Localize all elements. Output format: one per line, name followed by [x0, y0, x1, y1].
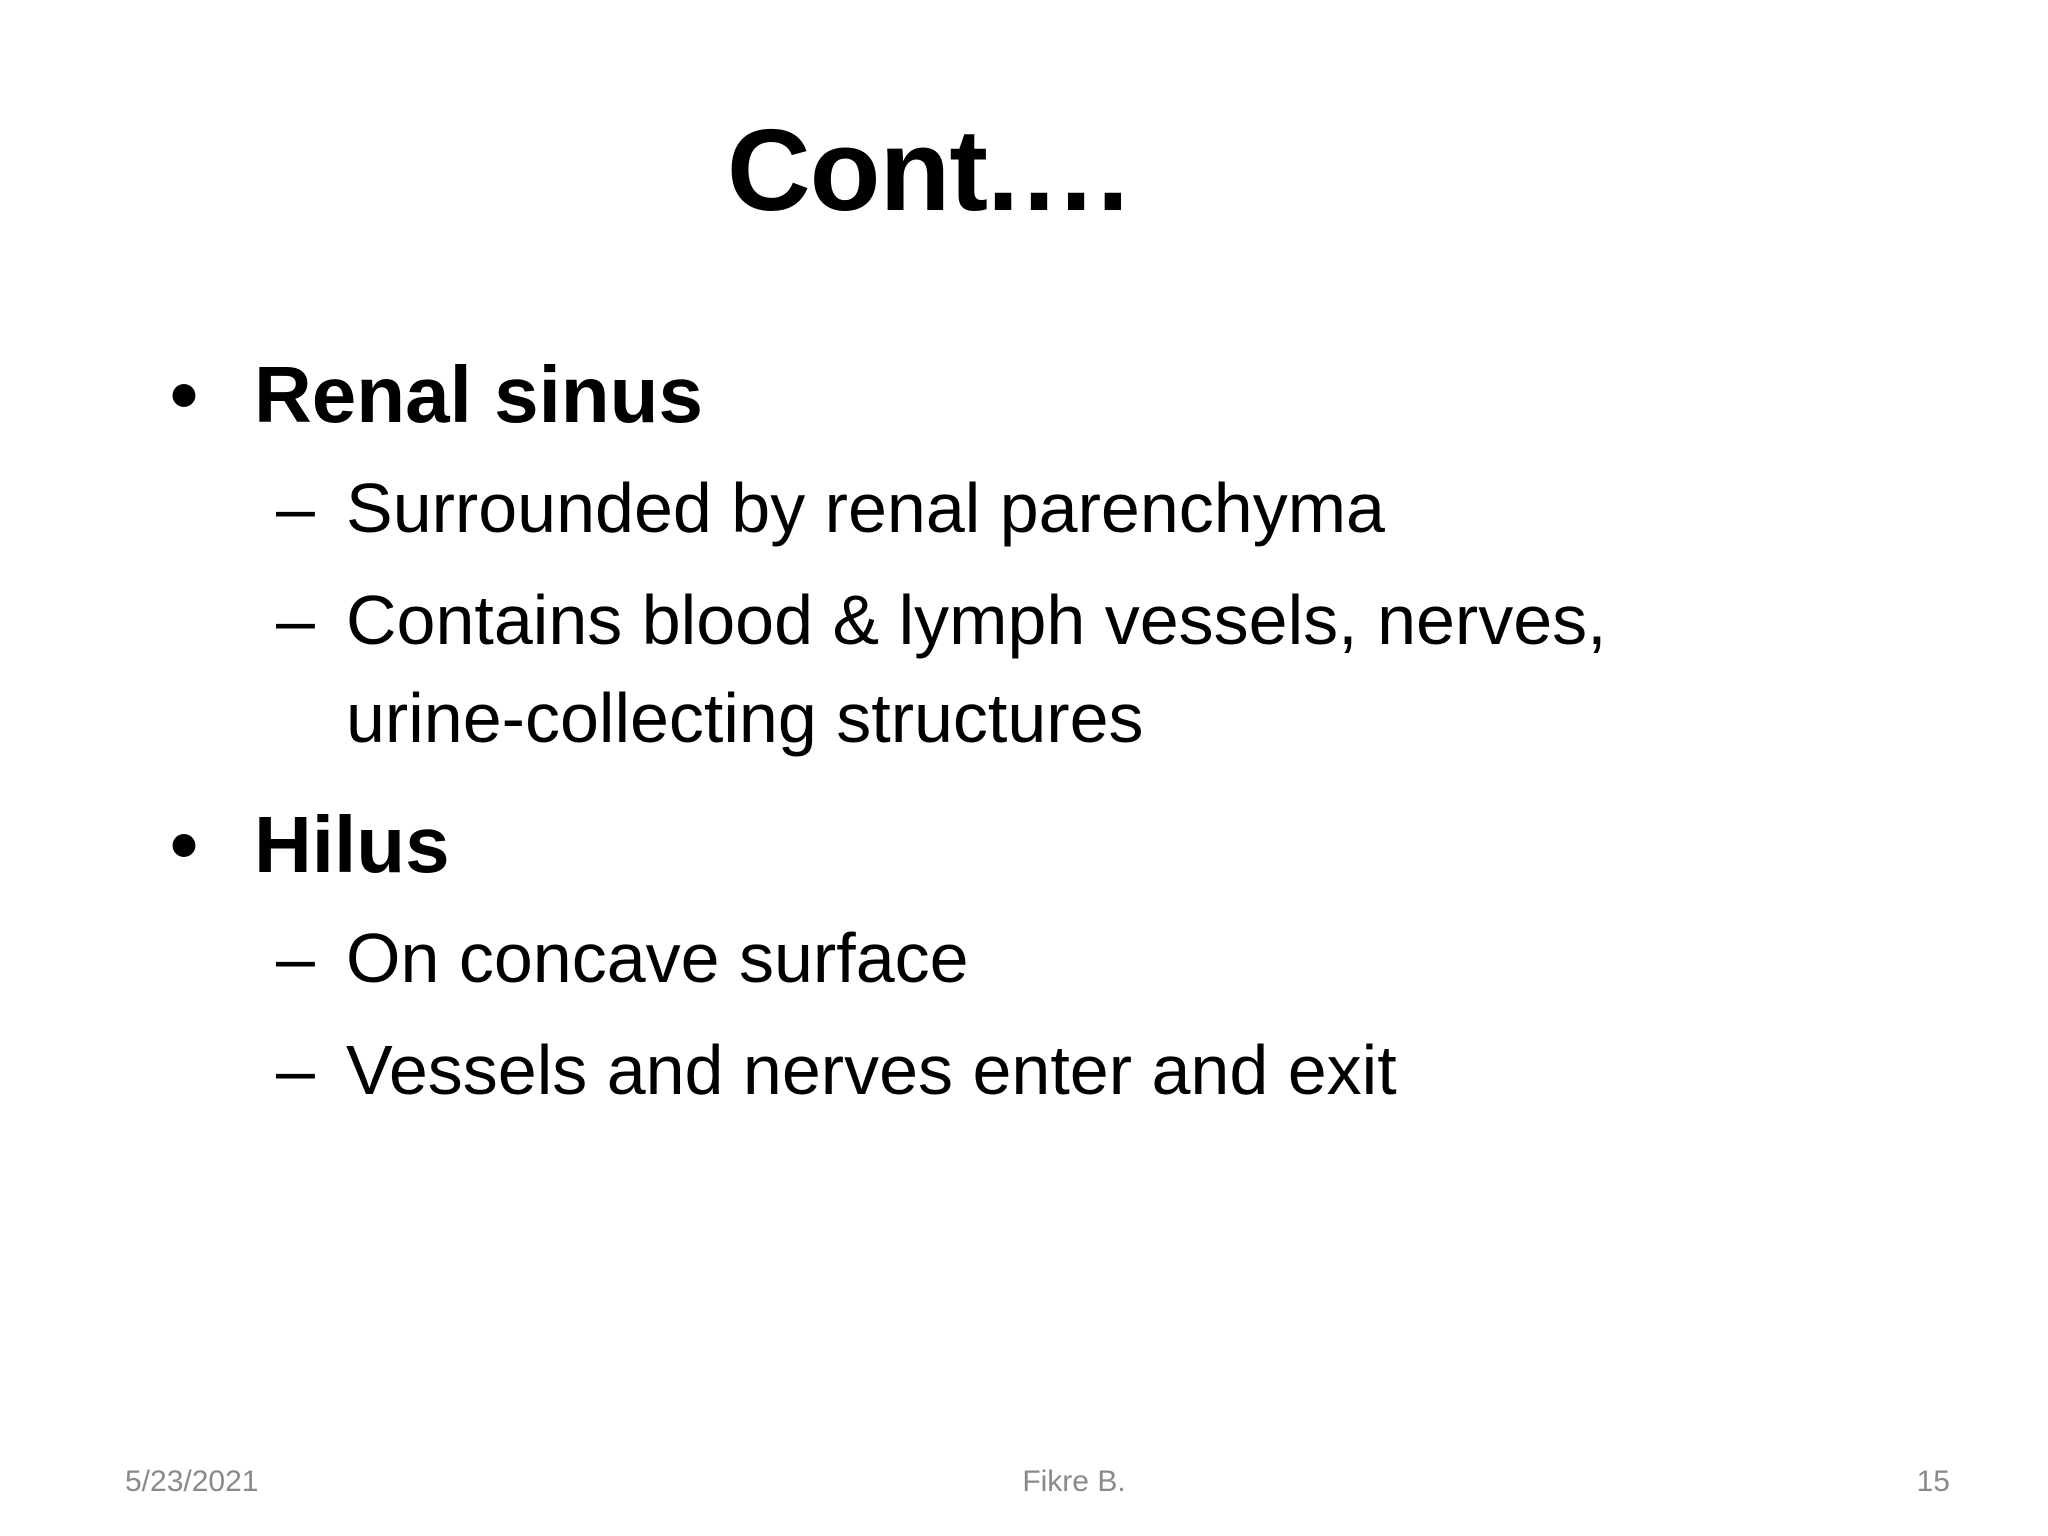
bullet-dot-icon: • — [170, 350, 199, 439]
footer-page-number: 15 — [1916, 1465, 1950, 1498]
subpoint-contains — [170, 571, 1870, 767]
footer-date: 5/23/2021 — [125, 1465, 259, 1498]
slide-content — [170, 345, 1870, 1147]
bullet-label: Hilus — [254, 800, 450, 889]
dash-icon: – — [276, 919, 315, 997]
subpoint-text: Contains blood & lymph vessels, nerves, — [346, 581, 1607, 659]
bullet-group-renal-sinus — [170, 345, 1870, 767]
slide-title: Cont.… — [726, 105, 1134, 235]
subpoint-text: On concave surface — [346, 919, 969, 997]
footer-author: Fikre B. — [1022, 1465, 1126, 1498]
bullet-dot-icon: • — [170, 800, 199, 889]
subpoint-text: Vessels and nerves enter and exit — [346, 1031, 1397, 1109]
dash-icon: – — [276, 581, 315, 659]
bullet-label: Renal sinus — [254, 350, 704, 439]
subpoint-text-continued: urine-collecting structures — [346, 679, 1144, 757]
bullet-renal-sinus — [170, 345, 1870, 445]
subpoint-concave — [170, 909, 1870, 1007]
dash-icon: – — [276, 469, 315, 547]
bullet-group-hilus — [170, 795, 1870, 1119]
subpoint-surrounded — [170, 459, 1870, 557]
subpoint-text: Surrounded by renal parenchyma — [346, 469, 1385, 547]
dash-icon: – — [276, 1031, 315, 1109]
bullet-hilus — [170, 795, 1870, 895]
subpoint-vessels — [170, 1021, 1870, 1119]
